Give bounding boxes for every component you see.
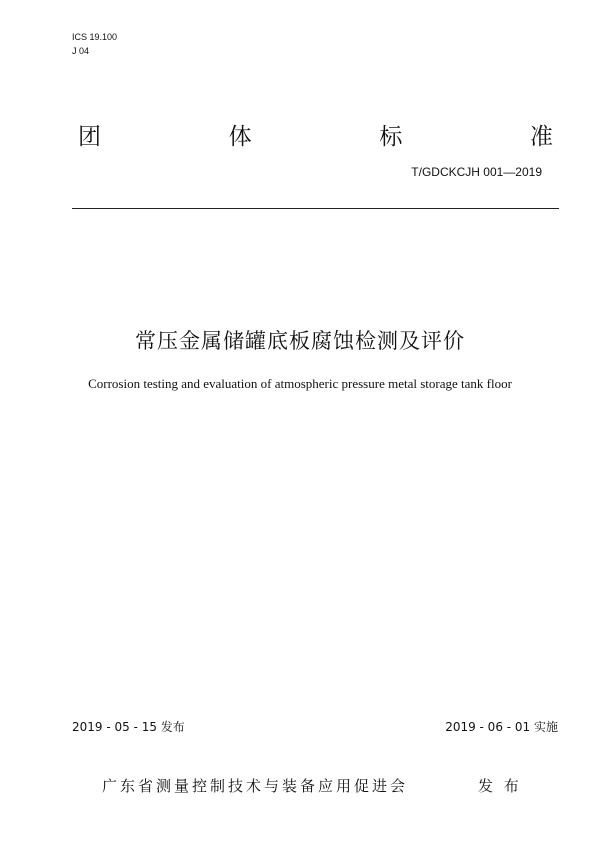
heading-char: 准: [529, 124, 553, 150]
heading-char: 团: [78, 124, 101, 150]
divider-line: [72, 208, 559, 209]
implement-date: 2019 - 06 - 01 实施: [445, 720, 558, 734]
release-label: 发 布: [478, 777, 522, 795]
document-type-heading: [78, 118, 553, 151]
heading-char: 体: [228, 124, 252, 150]
issuing-organization: 广东省测量控制技术与装备应用促进会: [102, 777, 409, 795]
heading-char: 标: [379, 124, 403, 150]
publish-date: 2019 - 05 - 15 发布: [72, 720, 185, 734]
ccs-code: J 04: [72, 46, 90, 56]
title-english: Corrosion testing and evaluation of atmospheric pressure metal storage tank floor: [88, 376, 512, 391]
ics-code: ICS 19.100: [72, 32, 118, 42]
standard-code: T/GDCKCJH 001—2019: [411, 165, 542, 179]
title-chinese: 常压金属储罐底板腐蚀检测及评价: [135, 329, 465, 353]
